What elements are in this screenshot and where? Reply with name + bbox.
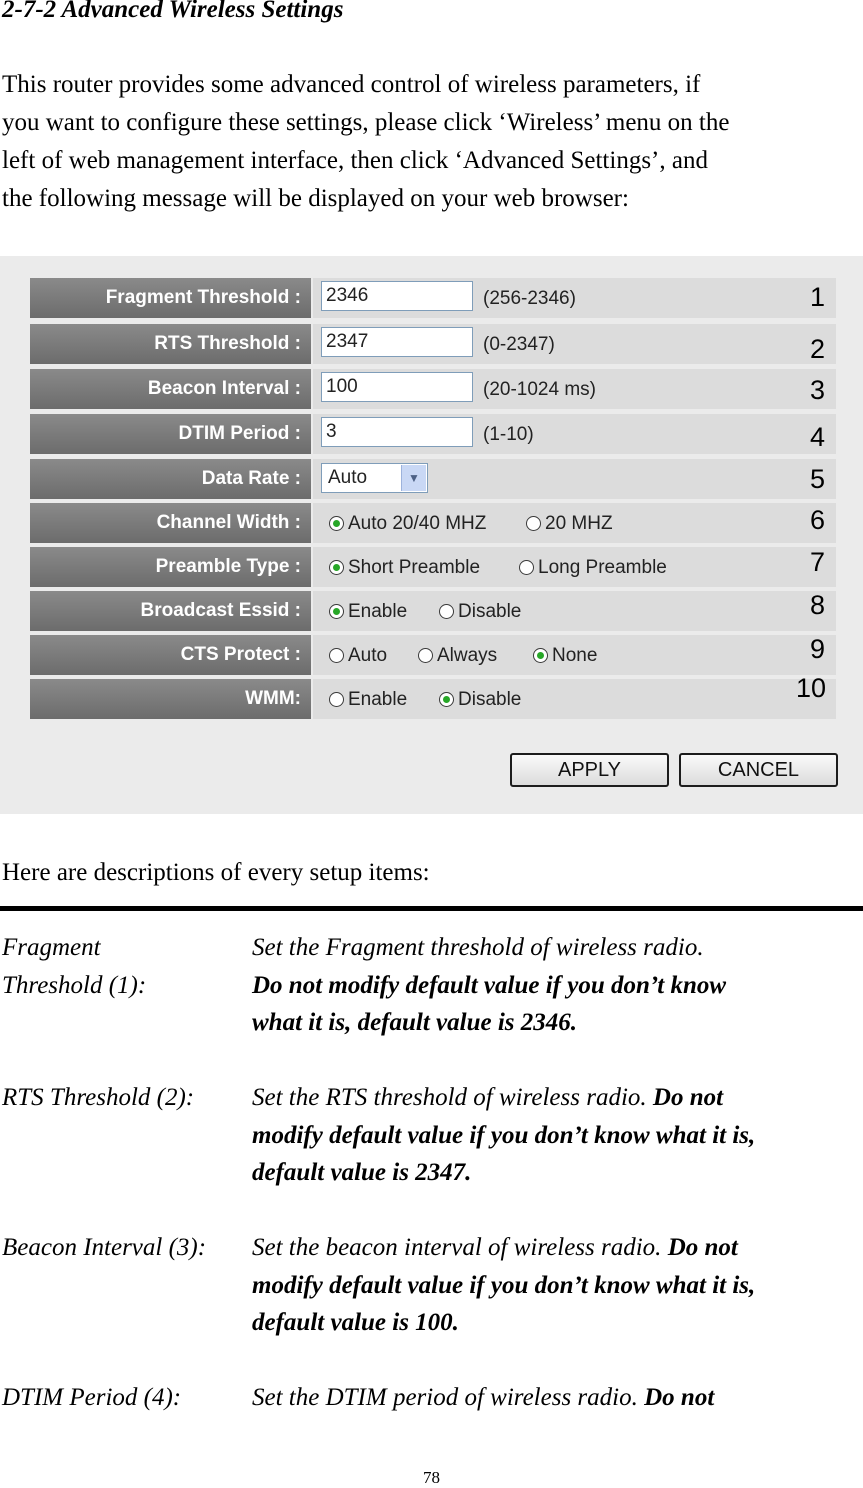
beacon-interval-range: (20-1024 ms) <box>483 379 596 400</box>
rts-desc-line-3: default value is 2347. <box>252 1159 472 1186</box>
advanced-settings-screenshot <box>0 256 863 814</box>
cts-none-label: None <box>552 645 598 666</box>
fragment-term-line-2: Threshold (1): <box>2 972 147 999</box>
channel-width-20-option[interactable] <box>526 513 613 535</box>
radio-unselected-icon[interactable] <box>439 604 454 619</box>
dtim-period-row <box>30 414 836 454</box>
channel-width-auto-label: Auto 20/40 MHZ <box>348 513 487 534</box>
rts-desc-line-1: Set the RTS threshold of wireless radio. Do not <box>252 1084 724 1111</box>
cts-protect-label: CTS Protect : <box>30 635 311 675</box>
callout-number-3: 3 <box>809 375 825 405</box>
fragment-desc-line-3: what it is, default value is 2346. <box>252 1009 578 1036</box>
data-rate-select[interactable] <box>321 463 428 493</box>
rts-term: RTS Threshold (2): <box>2 1084 195 1111</box>
beacon-desc-line-2: modify default value if you don’t know what it is, <box>252 1272 756 1299</box>
wmm-enable-option[interactable] <box>329 689 407 711</box>
radio-selected-icon[interactable] <box>439 692 454 707</box>
callout-number-6: 6 <box>809 505 825 535</box>
dtim-period-range: (1-10) <box>483 424 534 445</box>
cts-always-option[interactable] <box>418 645 497 667</box>
radio-selected-icon[interactable] <box>329 516 344 531</box>
wmm-row <box>30 679 836 719</box>
beacon-interval-row <box>30 369 836 409</box>
intro-line-2: you want to configure these settings, please click ‘Wireless’ menu on the <box>2 109 730 136</box>
descriptions-intro: Here are descriptions of every setup items: <box>2 859 430 886</box>
callout-number-2: 2 <box>809 334 825 364</box>
preamble-short-label: Short Preamble <box>348 557 481 578</box>
dtim-term: DTIM Period (4): <box>2 1384 182 1411</box>
dtim-period-input[interactable]: 3 <box>321 417 473 447</box>
callout-number-7: 7 <box>809 547 825 577</box>
preamble-short-option[interactable] <box>329 557 480 579</box>
radio-selected-icon[interactable] <box>329 560 344 575</box>
data-rate-row <box>30 459 836 499</box>
wmm-disable-label: Disable <box>458 689 522 710</box>
callout-number-4: 4 <box>809 422 825 452</box>
channel-width-auto-option[interactable] <box>329 513 486 535</box>
cts-auto-option[interactable] <box>329 645 387 667</box>
rts-threshold-label: RTS Threshold : <box>30 324 311 364</box>
fragment-threshold-input[interactable]: 2346 <box>321 281 473 311</box>
preamble-type-label: Preamble Type : <box>30 547 311 587</box>
beacon-desc-line-1: Set the beacon interval of wireless radio. Do not <box>252 1234 738 1261</box>
broadcast-essid-row <box>30 591 836 631</box>
broadcast-essid-label: Broadcast Essid : <box>30 591 311 631</box>
radio-unselected-icon[interactable] <box>329 648 344 663</box>
radio-unselected-icon[interactable] <box>519 560 534 575</box>
wmm-disable-option[interactable] <box>439 689 521 711</box>
callout-number-9: 9 <box>809 634 825 664</box>
essid-disable-option[interactable] <box>439 601 521 623</box>
section-heading: 2-7-2 Advanced Wireless Settings <box>2 0 344 23</box>
fragment-desc-line-2: Do not modify default value if you don’t know <box>252 972 727 999</box>
cts-none-option[interactable] <box>533 645 597 667</box>
preamble-type-row <box>30 547 836 587</box>
apply-button[interactable]: APPLY <box>510 753 669 787</box>
preamble-long-label: Long Preamble <box>538 557 667 578</box>
essid-enable-option[interactable] <box>329 601 407 623</box>
radio-selected-icon[interactable] <box>533 648 548 663</box>
divider <box>0 906 863 911</box>
channel-width-20-label: 20 MHZ <box>545 513 613 534</box>
rts-threshold-row <box>30 324 836 364</box>
cts-auto-label: Auto <box>348 645 388 666</box>
fragment-threshold-row <box>30 278 836 318</box>
wmm-label: WMM: <box>30 679 311 719</box>
fragment-threshold-range: (256-2346) <box>483 288 576 309</box>
dtim-desc-line-1: Set the DTIM period of wireless radio. Do not <box>252 1384 715 1411</box>
wmm-enable-label: Enable <box>348 689 408 710</box>
intro-line-1: This router provides some advanced control of wireless parameters, if <box>2 71 701 98</box>
radio-unselected-icon[interactable] <box>418 648 433 663</box>
fragment-threshold-label: Fragment Threshold : <box>30 278 311 318</box>
beacon-interval-input[interactable]: 100 <box>321 372 473 402</box>
beacon-term: Beacon Interval (3): <box>2 1234 207 1261</box>
chevron-down-icon[interactable]: ▼ <box>401 465 426 491</box>
rts-desc-line-2: modify default value if you don’t know what it is, <box>252 1122 756 1149</box>
page-number: 78 <box>423 1468 440 1487</box>
intro-line-4: the following message will be displayed on your web browser: <box>2 185 629 212</box>
callout-number-1: 1 <box>809 282 825 312</box>
dtim-period-label: DTIM Period : <box>30 414 311 454</box>
essid-disable-label: Disable <box>458 601 522 622</box>
radio-selected-icon[interactable] <box>329 604 344 619</box>
data-rate-label: Data Rate : <box>30 459 311 499</box>
beacon-desc-line-3: default value is 100. <box>252 1309 459 1336</box>
channel-width-row <box>30 503 836 543</box>
rts-threshold-range: (0-2347) <box>483 334 555 355</box>
beacon-interval-label: Beacon Interval : <box>30 369 311 409</box>
rts-threshold-input[interactable]: 2347 <box>321 327 473 357</box>
callout-number-5: 5 <box>809 464 825 494</box>
intro-line-3: left of web management interface, then click ‘Advanced Settings’, and <box>2 147 708 174</box>
cts-always-label: Always <box>437 645 498 666</box>
channel-width-label: Channel Width : <box>30 503 311 543</box>
fragment-term-line-1: Fragment <box>2 934 101 961</box>
preamble-long-option[interactable] <box>519 557 667 579</box>
fragment-desc-line-1: Set the Fragment threshold of wireless radio. <box>252 934 704 961</box>
cts-protect-row <box>30 635 836 675</box>
data-rate-value: Auto <box>328 467 368 488</box>
callout-number-10: 10 <box>795 673 826 703</box>
radio-unselected-icon[interactable] <box>526 516 541 531</box>
callout-number-8: 8 <box>809 590 825 620</box>
essid-enable-label: Enable <box>348 601 408 622</box>
radio-unselected-icon[interactable] <box>329 692 344 707</box>
cancel-button[interactable]: CANCEL <box>679 753 838 787</box>
